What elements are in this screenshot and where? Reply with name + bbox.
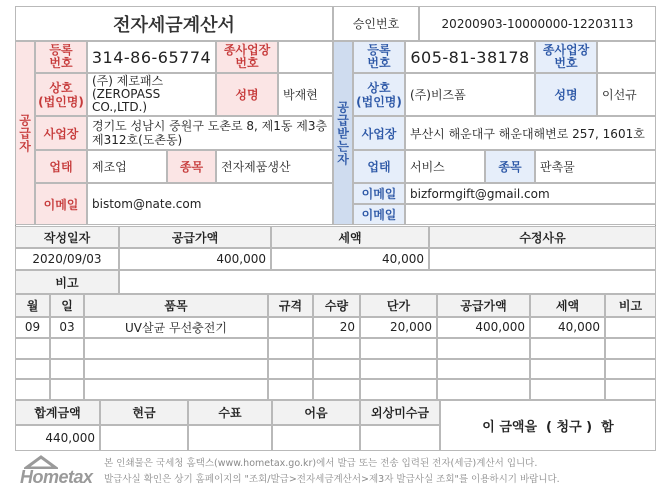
totals-header-note: 어음	[272, 400, 360, 425]
items-cell-note	[605, 317, 656, 338]
supplier-biz-type: 제조업	[87, 150, 167, 183]
hometax-logo	[20, 455, 98, 489]
summary-header-date: 작성일자	[15, 226, 119, 248]
totals-check	[188, 425, 272, 451]
supplier-biz-item: 전자제품생산	[216, 150, 333, 183]
items-cell-note	[605, 379, 656, 400]
items-cell-unit-price: 20,000	[360, 317, 437, 338]
totals-note	[272, 425, 360, 451]
totals-header-check: 수표	[188, 400, 272, 425]
items-header-tax: 세액	[530, 294, 605, 317]
approval-label: 승인번호	[333, 6, 419, 41]
supplier-branch	[278, 41, 333, 73]
supplier-address: 경기도 성남시 중원구 도촌로 8, 제1동 제3층 제312호(도촌동)	[87, 116, 333, 150]
receiver-email: bizformgift@gmail.com	[405, 183, 656, 204]
items-cell-month	[15, 338, 50, 359]
receiver-email2	[405, 204, 656, 225]
items-cell-unit-price	[360, 338, 437, 359]
items-header-day: 일	[50, 294, 84, 317]
receiver-company: (주)비즈폼	[405, 73, 535, 116]
totals-cash	[100, 425, 188, 451]
receiver-email-label: 이메일	[353, 183, 405, 204]
items-cell-spec	[268, 359, 313, 380]
totals-header-total: 합계금액	[15, 400, 100, 425]
receiver-reg-no: 605-81-38178	[405, 41, 535, 73]
supplier-email: bistom@nate.com	[87, 183, 333, 225]
supplier-biz-item-label: 종목	[167, 150, 216, 183]
receiver-biz-item-label: 종목	[485, 150, 535, 183]
note-label: 비고	[15, 270, 119, 294]
summary-header-reason: 수정사유	[429, 226, 656, 248]
summary-reason	[429, 248, 656, 270]
supplier-reg-no: 314-86-65774	[87, 41, 216, 73]
summary-header-tax: 세액	[271, 226, 429, 248]
items-cell-item	[84, 379, 268, 400]
supplier-biz-type-label: 업태	[35, 150, 87, 183]
footer-line-1: 본 인쇄물은 국세청 홈택스(www.hometax.go.kr)에서 발급 또는 전송 입력된 전자(세금)계산서 입니다.	[104, 458, 538, 469]
items-header-item: 품목	[84, 294, 268, 317]
totals-header-cash: 현금	[100, 400, 188, 425]
items-cell-tax	[530, 359, 605, 380]
items-header-supply: 공급가액	[437, 294, 530, 317]
receiver-company-label: 상호 (법인명)	[353, 73, 405, 116]
items-cell-supply	[437, 379, 530, 400]
items-header-note: 비고	[605, 294, 656, 317]
items-cell-month	[15, 359, 50, 380]
items-cell-qty	[313, 359, 360, 380]
items-cell-day	[50, 338, 84, 359]
items-cell-day	[50, 379, 84, 400]
items-cell-supply	[437, 338, 530, 359]
footer-line-2: 발급사실 확인은 상기 홈페이지의 "조회/발급>전자세금계산서>제3자 발급사실 조회"를 이용하시기 바랍니다.	[104, 474, 560, 485]
receiver-ceo-label: 성명	[535, 73, 597, 116]
supplier-company-label: 상호 (법인명)	[35, 73, 87, 116]
receiver-biz-item: 판촉물	[535, 150, 656, 183]
summary-supply: 400,000	[119, 248, 271, 270]
summary-date: 2020/09/03	[15, 248, 119, 270]
items-header-unit-price: 단가	[360, 294, 437, 317]
receiver-email2-label: 이메일	[353, 204, 405, 225]
items-cell-month: 09	[15, 317, 50, 338]
items-header-month: 월	[15, 294, 50, 317]
receiver-address: 부산시 해운대구 해운대해변로 257, 1601호	[405, 116, 656, 150]
summary-header-supply: 공급가액	[119, 226, 271, 248]
items-cell-day	[50, 359, 84, 380]
supplier-side-label: 공급자	[15, 41, 35, 225]
items-cell-tax	[530, 338, 605, 359]
items-cell-unit-price	[360, 359, 437, 380]
invoice-title: 전자세금계산서	[15, 6, 333, 41]
supplier-company: (주) 제로패스 (ZEROPASS CO.,LTD.)	[87, 73, 216, 116]
supplier-email-label: 이메일	[35, 183, 87, 225]
receiver-biz-type-label: 업태	[353, 150, 405, 183]
items-cell-unit-price	[360, 379, 437, 400]
items-header-spec: 규격	[268, 294, 313, 317]
totals-credit	[360, 425, 440, 451]
items-cell-note	[605, 359, 656, 380]
receiver-reg-no-label: 등록 번호	[353, 41, 405, 73]
totals-total: 440,000	[15, 425, 100, 451]
items-cell-item	[84, 338, 268, 359]
items-cell-item: UV살균 무선충전기	[84, 317, 268, 338]
supplier-reg-no-label: 등록 번호	[35, 41, 87, 73]
items-cell-supply	[437, 359, 530, 380]
summary-tax: 40,000	[271, 248, 429, 270]
items-cell-qty: 20	[313, 317, 360, 338]
items-cell-qty	[313, 379, 360, 400]
receiver-ceo: 이선규	[597, 73, 656, 116]
items-cell-spec	[268, 338, 313, 359]
totals-header-credit: 외상미수금	[360, 400, 440, 425]
items-cell-supply: 400,000	[437, 317, 530, 338]
receiver-side-label: 공급받는자	[333, 41, 353, 225]
claim-phrase: 이 금액을 ( 청구 ) 함	[440, 400, 656, 451]
items-cell-month	[15, 379, 50, 400]
receiver-address-label: 사업장	[353, 116, 405, 150]
items-cell-spec	[268, 317, 313, 338]
approval-number: 20200903-10000000-12203113	[419, 6, 656, 41]
items-cell-spec	[268, 379, 313, 400]
items-cell-day: 03	[50, 317, 84, 338]
receiver-branch	[597, 41, 656, 73]
items-cell-item	[84, 359, 268, 380]
note-value	[119, 270, 656, 294]
receiver-branch-label: 종사업장 번호	[535, 41, 597, 73]
items-cell-tax	[530, 379, 605, 400]
items-cell-qty	[313, 338, 360, 359]
supplier-ceo-label: 성명	[216, 73, 278, 116]
hometax-logo-text: Hometax	[20, 467, 93, 487]
supplier-ceo: 박재현	[278, 73, 333, 116]
supplier-branch-label: 종사업장 번호	[216, 41, 278, 73]
items-cell-note	[605, 338, 656, 359]
supplier-address-label: 사업장	[35, 116, 87, 150]
receiver-biz-type: 서비스	[405, 150, 485, 183]
items-cell-tax: 40,000	[530, 317, 605, 338]
items-header-qty: 수량	[313, 294, 360, 317]
